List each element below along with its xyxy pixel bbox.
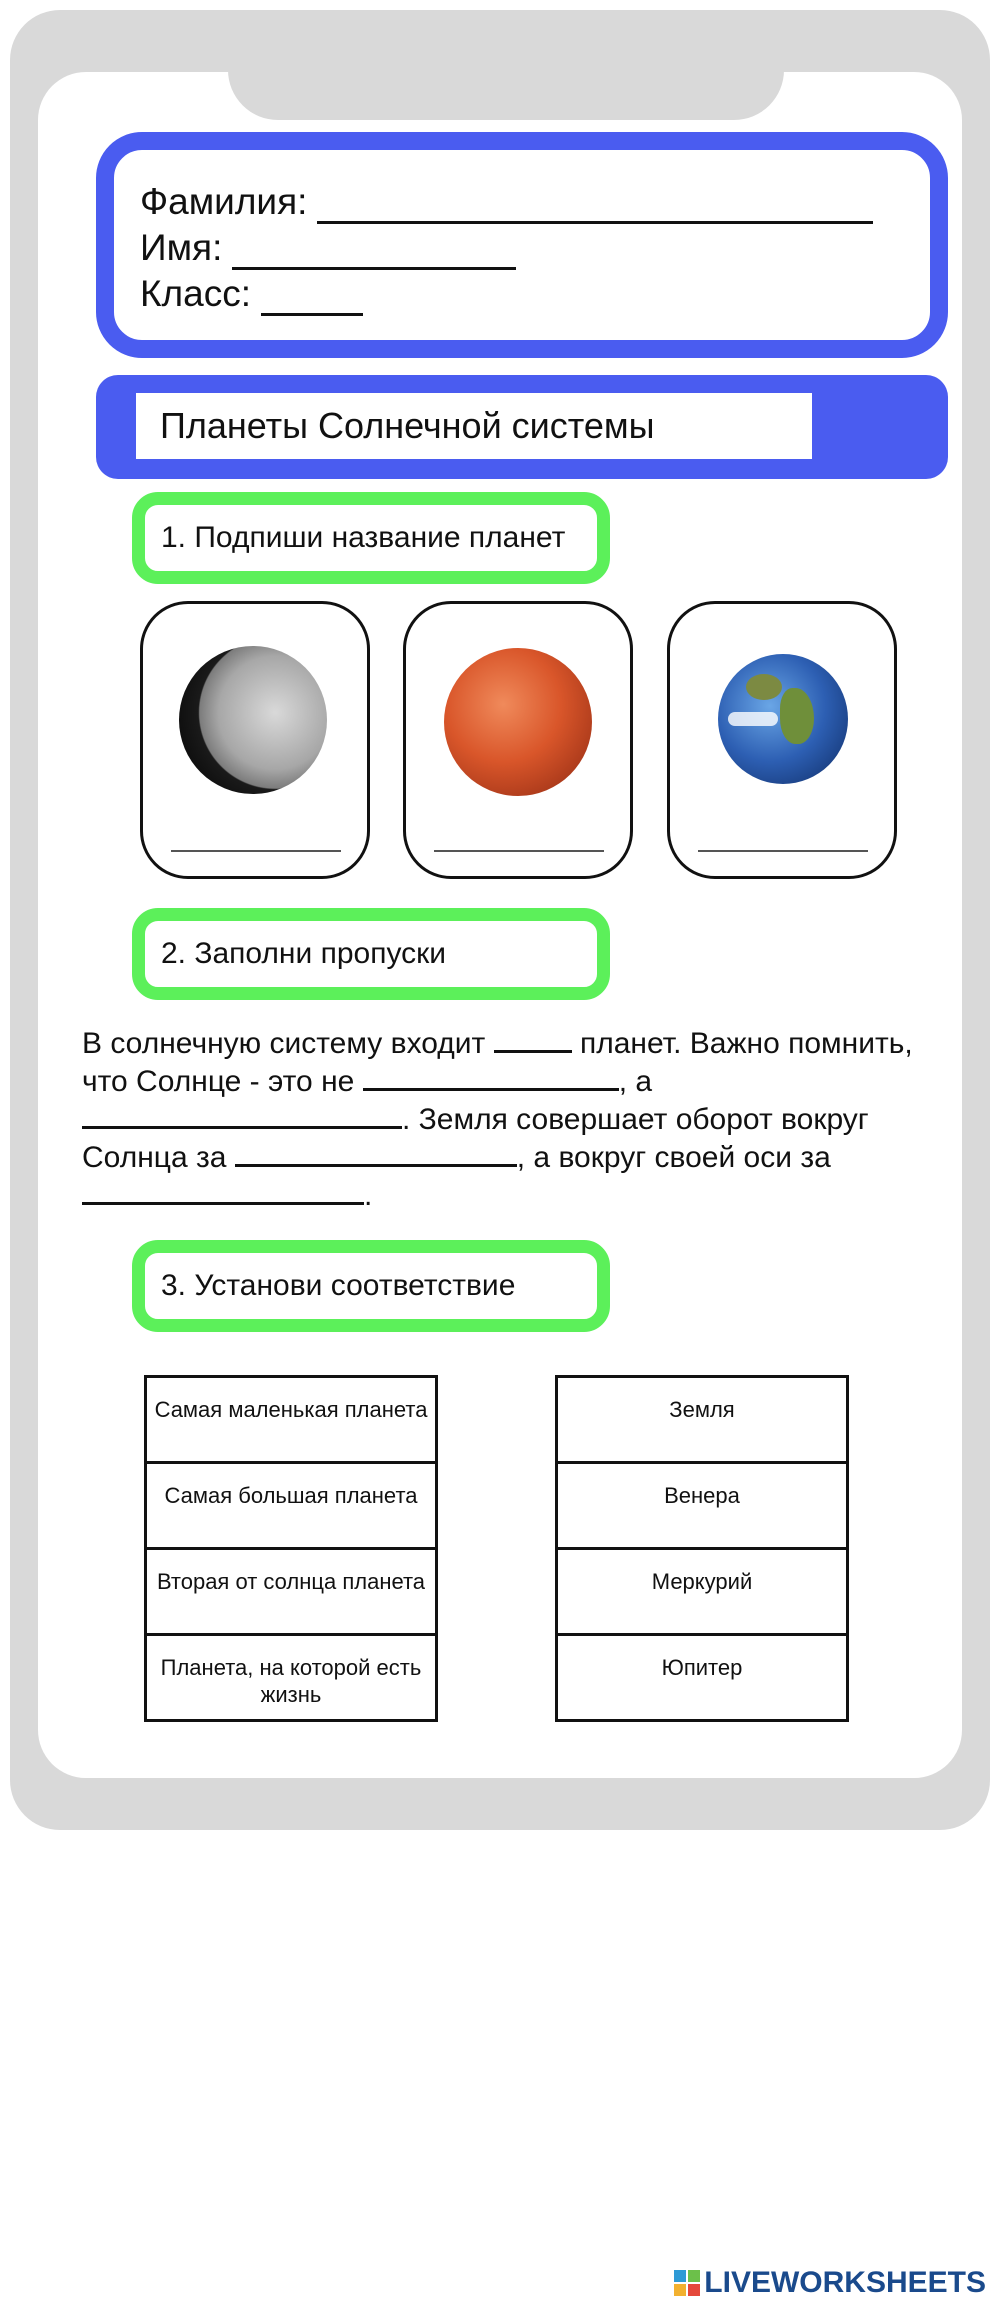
- planet-answer-input-3[interactable]: [698, 850, 868, 852]
- liveworksheets-logo: [674, 2266, 986, 2300]
- title-bar: [96, 375, 948, 479]
- surname-input[interactable]: [317, 191, 873, 224]
- watermark-text: LIVEWORKSHEETS: [704, 2266, 986, 2299]
- fill-text-part: . Земля совершает оборот вокруг Солнца за: [82, 1103, 869, 1174]
- fill-blank-4[interactable]: [235, 1138, 517, 1167]
- match-right-item[interactable]: Юпитер: [555, 1633, 849, 1722]
- match-right-item[interactable]: Меркурий: [555, 1547, 849, 1636]
- match-right-item[interactable]: Венера: [555, 1461, 849, 1550]
- fill-text-part: , а вокруг своей оси за: [516, 1141, 831, 1174]
- match-left-item[interactable]: Вторая от солнца планета: [144, 1547, 438, 1636]
- match-left-column: [144, 1378, 438, 1722]
- class-label: Класс:: [140, 273, 251, 314]
- planet-card-2: [403, 601, 633, 879]
- match-right-column: [555, 1378, 849, 1722]
- fill-text-part: .: [364, 1179, 373, 1212]
- earth-land: [780, 688, 814, 744]
- planet-card-3: [667, 601, 897, 879]
- name-field: [140, 226, 516, 270]
- class-field: [140, 272, 363, 316]
- match-right-item[interactable]: Земля: [555, 1375, 849, 1464]
- name-label: Имя:: [140, 227, 223, 268]
- fill-text-part: , а: [618, 1065, 653, 1098]
- match-left-item[interactable]: Планета, на которой есть жизнь: [144, 1633, 438, 1722]
- task1-label: 1. Подпиши название планет: [132, 492, 610, 584]
- fill-text-part: планет. Важно помнить, что Солнце - это не: [82, 1027, 913, 1098]
- task2-label: 2. Заполни пропуски: [132, 908, 610, 1000]
- fill-blank-2[interactable]: [363, 1062, 619, 1091]
- page-title: Планеты Солнечной системы: [136, 393, 812, 459]
- class-input[interactable]: [261, 283, 363, 316]
- fill-blank-1[interactable]: [494, 1024, 572, 1053]
- surname-label: Фамилия:: [140, 181, 308, 222]
- planet-answer-input-1[interactable]: [171, 850, 341, 852]
- surname-field: [140, 180, 873, 224]
- fill-text-part: В солнечную систему входит: [82, 1027, 486, 1060]
- task3-label: 3. Установи соответствие: [132, 1240, 610, 1332]
- liveworksheets-icon: [674, 2270, 700, 2296]
- mars-planet-image: [444, 648, 592, 796]
- earth-land: [746, 674, 782, 700]
- match-left-item[interactable]: Самая большая планета: [144, 1461, 438, 1550]
- earth-planet-image: [718, 654, 848, 784]
- fill-in-paragraph: [82, 1024, 932, 1214]
- mercury-planet-image: [179, 646, 327, 794]
- planet-answer-input-2[interactable]: [434, 850, 604, 852]
- planet-card-1: [140, 601, 370, 879]
- fill-blank-3[interactable]: [82, 1100, 402, 1129]
- earth-cloud: [728, 712, 778, 726]
- device-notch: [228, 10, 784, 120]
- match-left-item[interactable]: Самая маленькая планета: [144, 1375, 438, 1464]
- fill-blank-5[interactable]: [82, 1176, 364, 1205]
- name-input[interactable]: [232, 237, 516, 270]
